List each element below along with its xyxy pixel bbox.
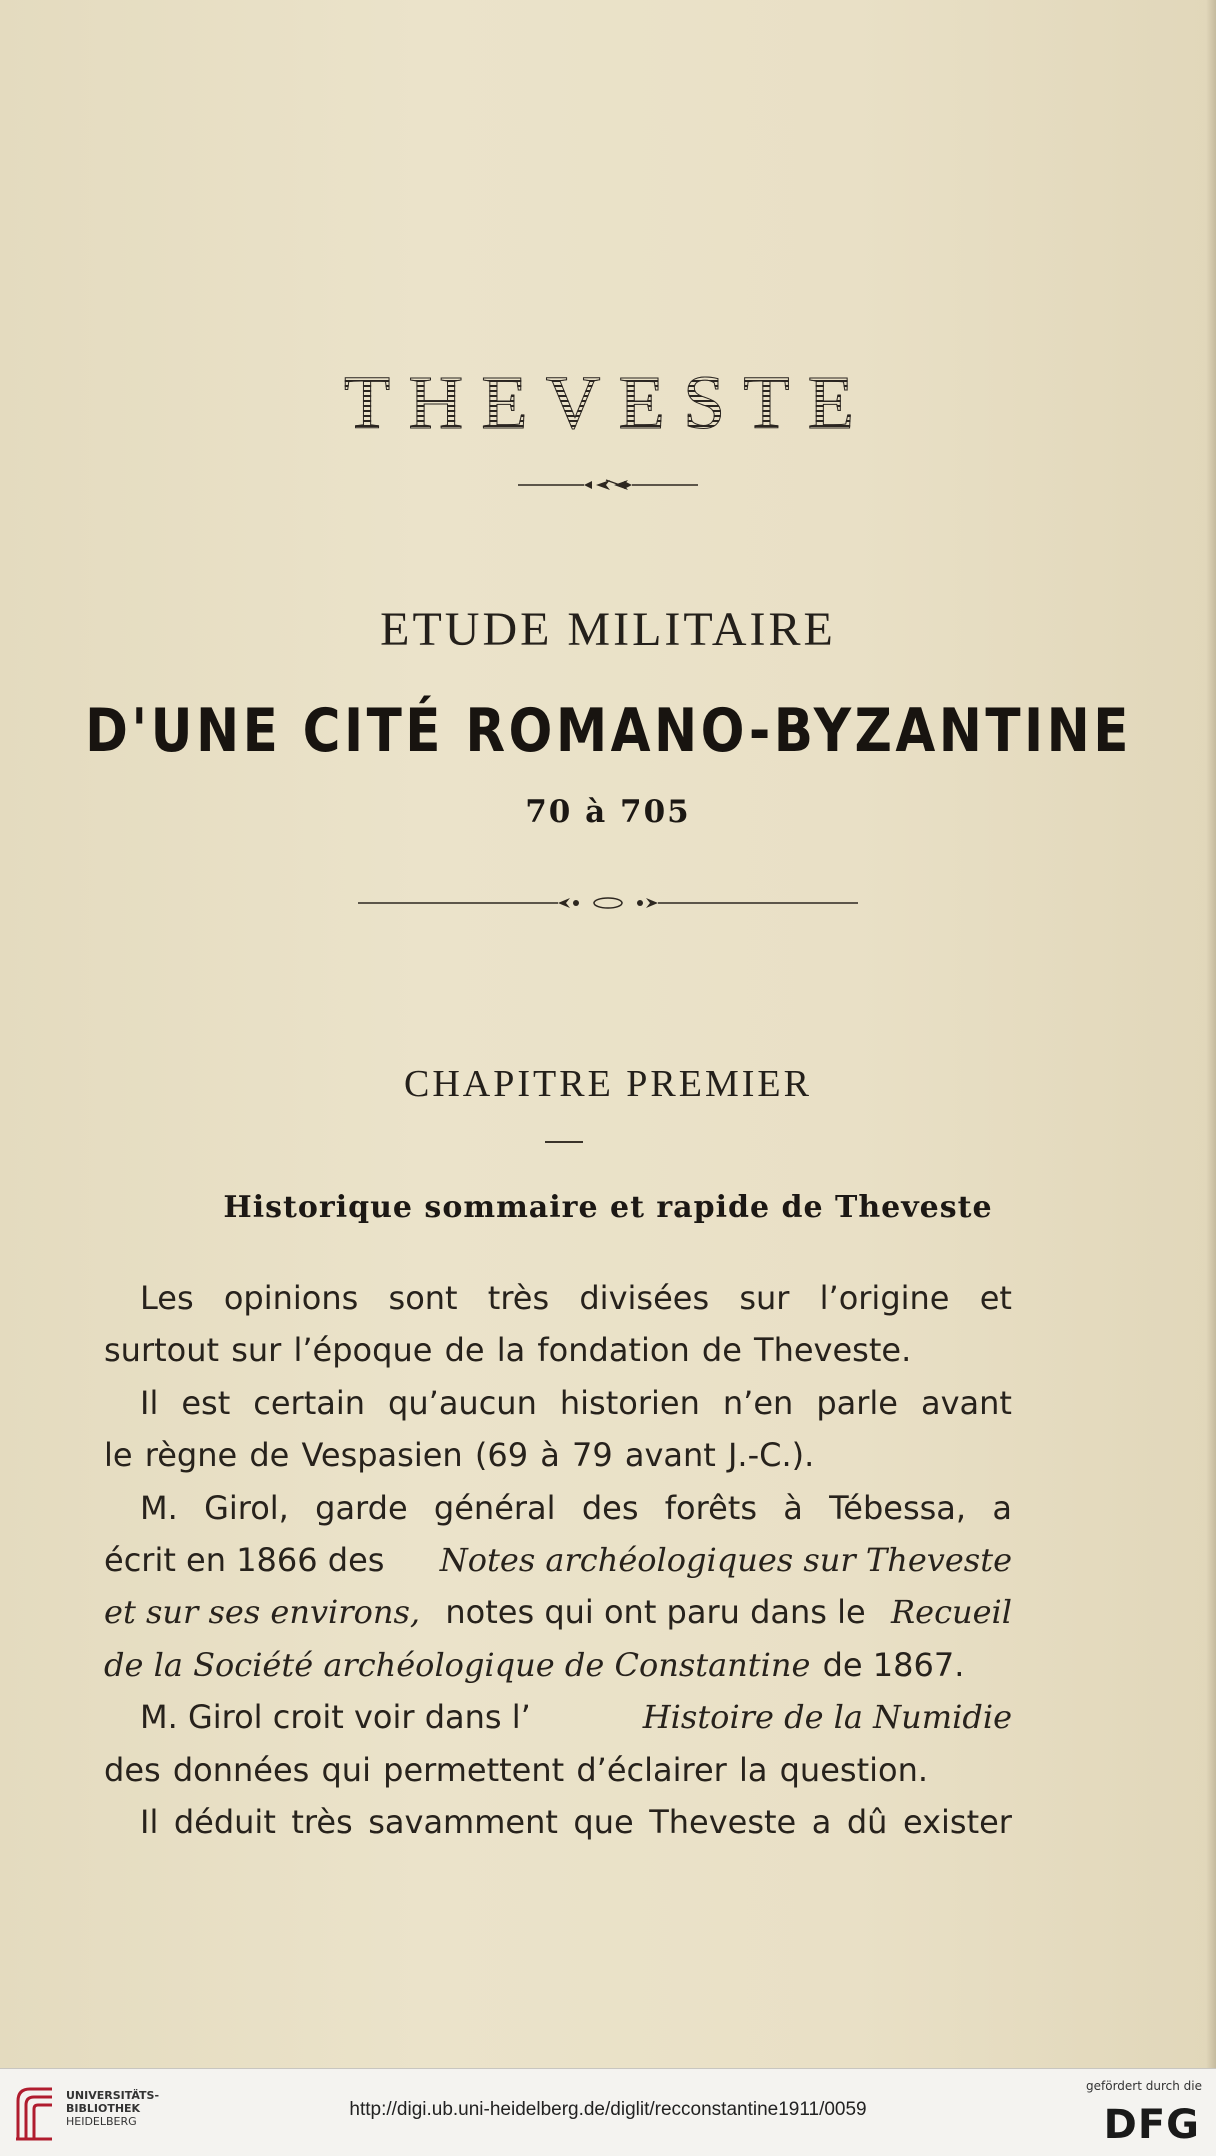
word: très (487, 1279, 550, 1317)
word: que (573, 1803, 634, 1842)
viewer-footer (0, 2068, 1216, 2156)
dfg-logo: DFG (1103, 2102, 1200, 2148)
word: des (581, 1488, 639, 1527)
word: a (811, 1803, 832, 1842)
word: de (444, 1331, 485, 1370)
word: Il (140, 1383, 159, 1422)
word: certain (253, 1383, 366, 1422)
word: dû (846, 1803, 888, 1842)
word: est (181, 1383, 231, 1422)
word: sur (739, 1279, 790, 1317)
text-line (104, 1796, 1012, 1848)
word: données (172, 1750, 310, 1789)
text-line (104, 1744, 1012, 1796)
library-name-line2: BIBLIOTHEK (66, 2102, 141, 2115)
word: parle (816, 1383, 898, 1422)
italic-title-notes: Notes archéologiques sur Theveste (439, 1541, 1012, 1580)
word: l’époque (293, 1331, 433, 1370)
text-line (104, 1377, 1012, 1429)
word: l’origine (819, 1279, 950, 1317)
word: Les (140, 1279, 194, 1317)
word: déduit (173, 1803, 276, 1842)
word: opinions (223, 1279, 359, 1317)
funding-caption: gefördert durch die (1086, 2079, 1202, 2093)
text-line (104, 1324, 1012, 1376)
text-run: écrit en 1866 des (104, 1541, 385, 1580)
word: Vespasien (301, 1436, 463, 1475)
word: permettent (383, 1750, 565, 1789)
word: divisées (579, 1279, 710, 1317)
library-name-line3: HEIDELBERG (66, 2115, 137, 2128)
word: forêts (664, 1488, 757, 1527)
word: très (291, 1803, 353, 1842)
word: général (433, 1488, 556, 1527)
title-ornament-icon (0, 478, 1216, 492)
word: des (104, 1750, 161, 1789)
word: à (540, 1436, 560, 1475)
word: de (249, 1436, 290, 1475)
word: a (992, 1488, 1012, 1527)
library-name-line1: UNIVERSITÄTS- (66, 2089, 160, 2102)
word: M. (140, 1488, 178, 1527)
chapter-rule (545, 1141, 583, 1143)
word: Il (140, 1803, 159, 1842)
word: qu’aucun (388, 1383, 537, 1422)
word: qui (321, 1750, 371, 1789)
word: sur (231, 1331, 282, 1370)
word: Theveste (649, 1803, 797, 1842)
word: savamment (368, 1803, 558, 1842)
page-edge-shadow (1206, 0, 1216, 2068)
word: avant (624, 1436, 716, 1475)
italic-society-name: de la Société archéologique de Constantine (104, 1645, 811, 1684)
italic-title-recueil: Recueil (891, 1593, 1012, 1632)
word: n’en (722, 1383, 794, 1422)
word: exister (902, 1803, 1012, 1842)
subtitle-cite: D'UNE CITÉ ROMANO-BYZANTINE (85, 696, 1132, 766)
word: avant (920, 1383, 1012, 1422)
word: et (979, 1279, 1012, 1317)
italic-text-run: et sur ses environs, (104, 1593, 421, 1632)
subtitle-etude: ETUDE MILITAIRE (380, 603, 836, 656)
text-line (104, 1534, 1012, 1586)
text-line (104, 1272, 1012, 1324)
text-line (104, 1429, 1012, 1481)
word: de (701, 1331, 742, 1370)
word: question. (779, 1750, 929, 1789)
text-run: notes qui ont paru dans le (445, 1593, 866, 1632)
word: le (104, 1436, 133, 1475)
date-range: 70 à 705 (525, 794, 691, 830)
divider-ornament-icon (0, 895, 1216, 911)
text-run: de 1867. (822, 1645, 965, 1684)
word: surtout (104, 1331, 220, 1370)
word: règne (144, 1436, 238, 1475)
word: à (783, 1488, 803, 1527)
word: historien (559, 1383, 700, 1422)
text-line (104, 1482, 1012, 1534)
text-run: M. Girol croit voir dans l’ (140, 1698, 531, 1737)
body-text (104, 1272, 1012, 1848)
text-line (104, 1639, 1012, 1691)
word: fondation (537, 1331, 690, 1370)
word: d’éclairer (576, 1750, 727, 1789)
word: la (496, 1331, 526, 1370)
text-line (104, 1691, 1012, 1743)
word: Girol, (204, 1488, 289, 1527)
text-line (104, 1586, 1012, 1638)
chapter-heading: CHAPITRE PREMIER (404, 1063, 812, 1105)
word: garde (315, 1488, 408, 1527)
italic-title-histoire: Histoire de la Numidie (642, 1698, 1012, 1737)
word: Theveste. (754, 1331, 912, 1370)
permalink-url[interactable]: http://digi.ub.uni-heidelberg.de/diglit/recconstantine1911/0059 (349, 2099, 867, 2120)
word: sont (388, 1279, 458, 1317)
section-heading: Historique sommaire et rapide de Theveste (223, 1190, 993, 1225)
word: J.-C.). (727, 1436, 815, 1475)
word: la (738, 1750, 768, 1789)
word: Tébessa, (829, 1488, 967, 1527)
page-title: THEVESTE (0, 360, 1216, 447)
word: 79 (571, 1436, 613, 1475)
word: (69 (474, 1436, 529, 1475)
